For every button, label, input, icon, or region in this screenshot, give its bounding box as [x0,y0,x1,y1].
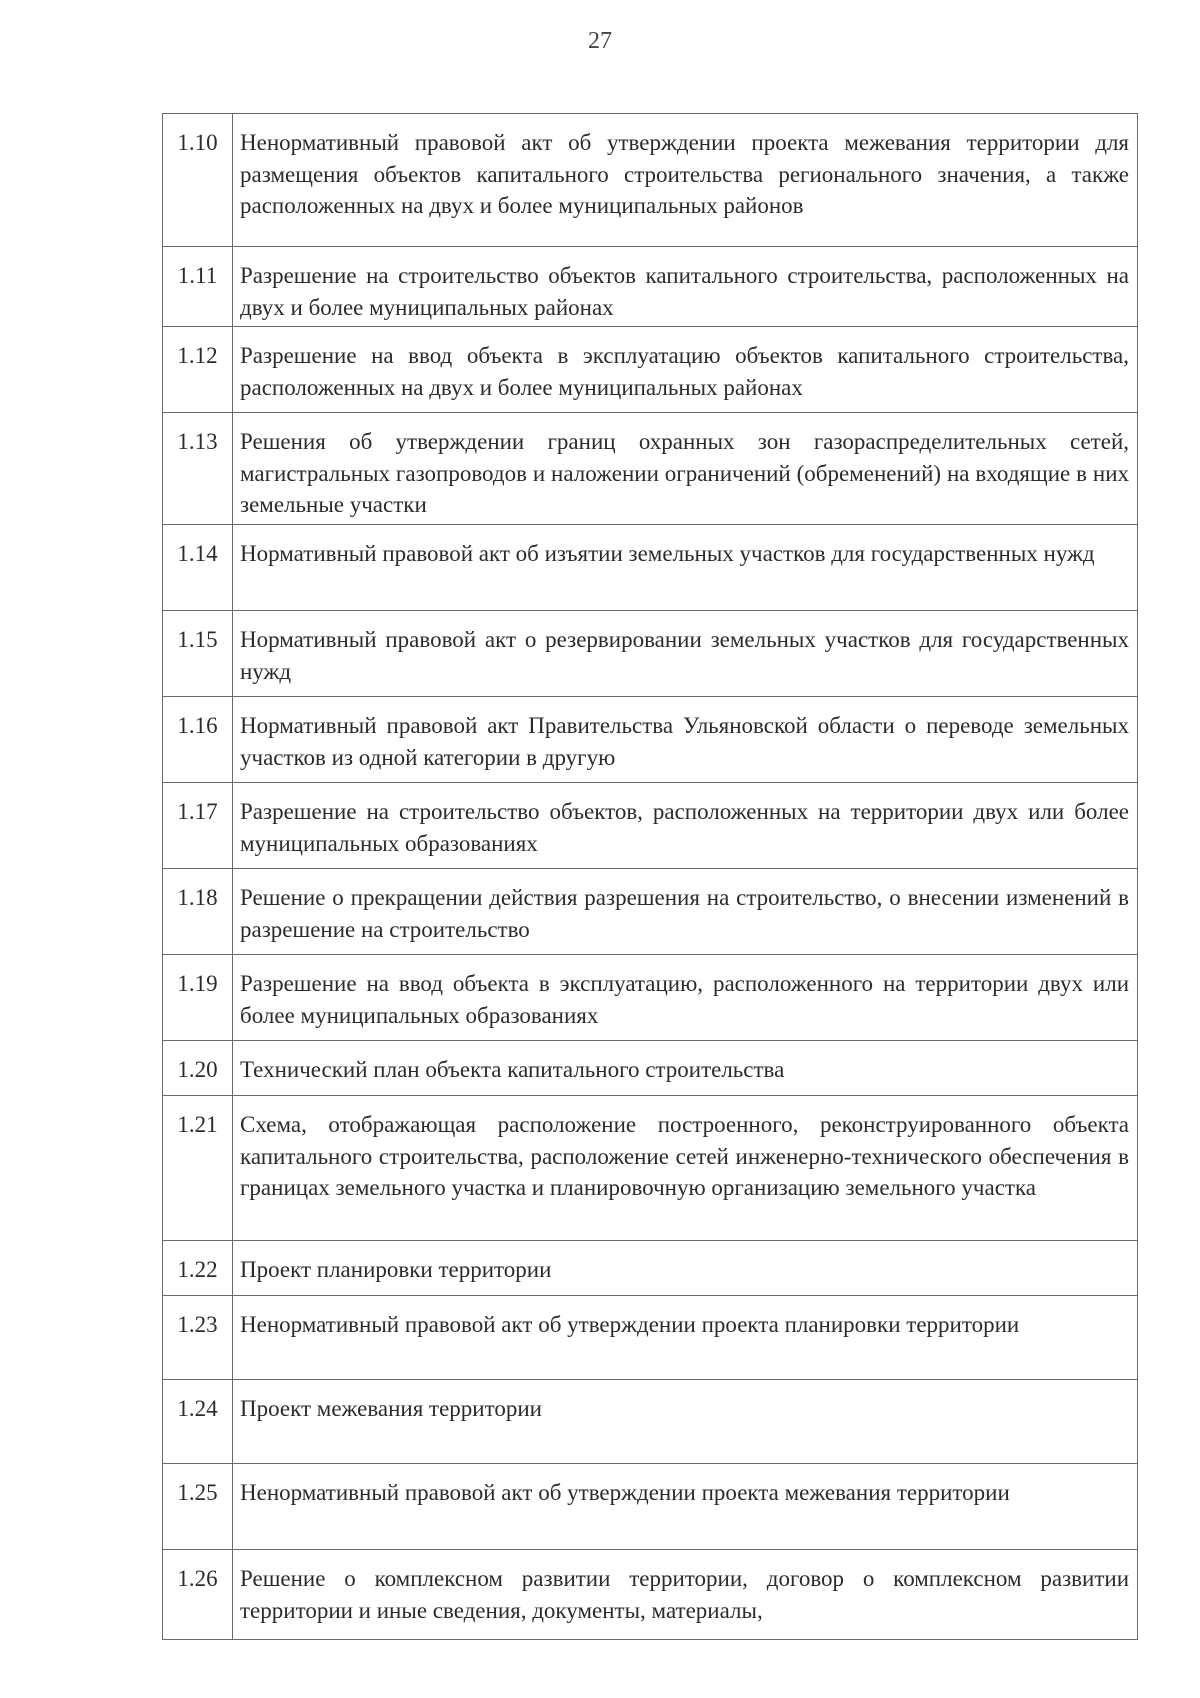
row-number: 1.14 [163,525,233,611]
table-row [163,783,1138,869]
table-row [163,413,1138,525]
row-text: Схема, отображающая расположение построенного, реконструированного объекта капитального строительства, расположение сетей инженерно-технического обеспечения в границах земельного участка и планировочную организацию земельного участка [233,1096,1138,1241]
row-text: Ненормативный правовой акт об утверждении проекта планировки территории [233,1296,1138,1380]
table-row [163,1096,1138,1241]
row-number: 1.25 [163,1464,233,1550]
row-number: 1.10 [163,114,233,247]
table-row [163,114,1138,247]
table-row [163,1550,1138,1640]
row-number: 1.19 [163,955,233,1041]
table-row [163,247,1138,327]
row-text: Проект межевания территории [233,1380,1138,1464]
row-number: 1.20 [163,1041,233,1096]
row-text: Решение о прекращении действия разрешения на строительство, о внесении изменений в разрешение на строительство [233,869,1138,955]
row-text: Проект планировки территории [233,1241,1138,1296]
table-row [163,1380,1138,1464]
table-row [163,525,1138,611]
row-text: Нормативный правовой акт об изъятии земельных участков для государственных нужд [233,525,1138,611]
row-text: Разрешение на строительство объектов, расположенных на территории двух или более муниципальных образованиях [233,783,1138,869]
row-text: Технический план объекта капитального строительства [233,1041,1138,1096]
table-row [163,955,1138,1041]
row-text: Нормативный правовой акт о резервировании земельных участков для государственных нужд [233,611,1138,697]
row-number: 1.17 [163,783,233,869]
table-row [163,1464,1138,1550]
row-number: 1.23 [163,1296,233,1380]
row-number: 1.18 [163,869,233,955]
table-row [163,327,1138,413]
row-number: 1.12 [163,327,233,413]
row-text: Ненормативный правовой акт об утверждении проекта межевания территории [233,1464,1138,1550]
table-row [163,1241,1138,1296]
row-number: 1.21 [163,1096,233,1241]
row-number: 1.13 [163,413,233,525]
row-number: 1.16 [163,697,233,783]
row-number: 1.24 [163,1380,233,1464]
table-row [163,611,1138,697]
row-number: 1.15 [163,611,233,697]
row-text: Разрешение на ввод объекта в эксплуатацию объектов капитального строительства, расположенных на двух и более муниципальных районах [233,327,1138,413]
document-table [162,113,1138,1640]
row-text: Разрешение на ввод объекта в эксплуатацию, расположенного на территории двух или более муниципальных образованиях [233,955,1138,1041]
table-row [163,1041,1138,1096]
row-number: 1.26 [163,1550,233,1640]
table-row [163,1296,1138,1380]
table-row [163,869,1138,955]
row-text: Решение о комплексном развитии территории, договор о комплексном развитии территории и иные сведения, документы, материалы, [233,1550,1138,1640]
row-number: 1.22 [163,1241,233,1296]
row-text: Ненормативный правовой акт об утверждении проекта межевания территории для размещения объектов капитального строительства регионального значения, а также расположенных на двух и более муниципальных районов [233,114,1138,247]
row-number: 1.11 [163,247,233,327]
row-text: Решения об утверждении границ охранных зон газораспределительных сетей, магистральных газопроводов и наложении ограничений (обременений) на входящие в них земельные участки [233,413,1138,525]
table-row [163,697,1138,783]
page-number: 27 [588,28,612,54]
row-text: Нормативный правовой акт Правительства Ульяновской области о переводе земельных участков из одной категории в другую [233,697,1138,783]
row-text: Разрешение на строительство объектов капитального строительства, расположенных на двух и более муниципальных районах [233,247,1138,327]
